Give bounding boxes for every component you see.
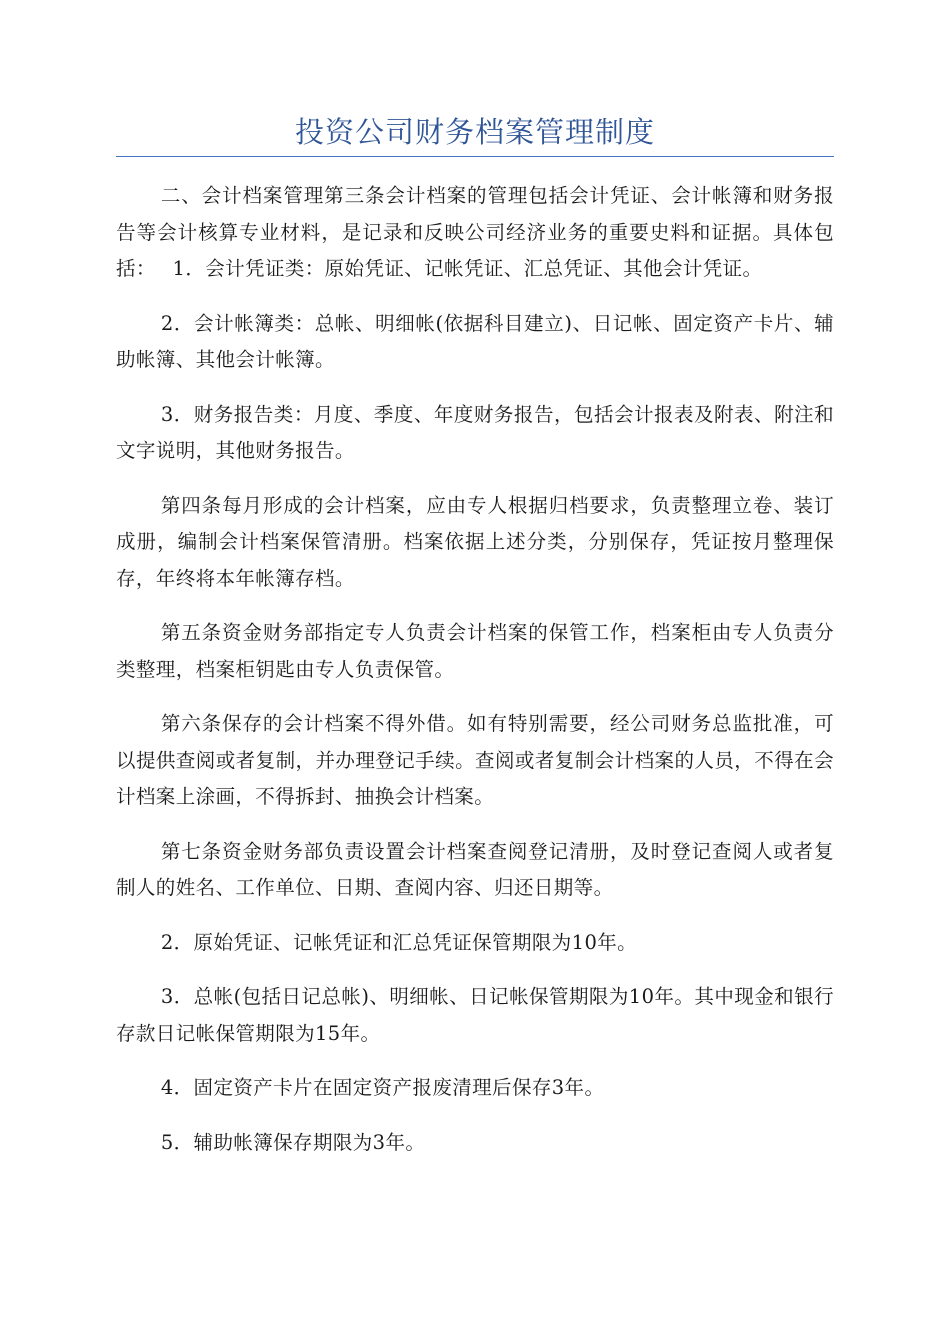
paragraph-9: 3．总帐(包括日记总帐)、明细帐、日记帐保管期限为10年。其中现金和银行存款日记帐保管期限为15年。 [116, 985, 834, 1045]
document-page [116, 110, 834, 1179]
paragraph-10: 4．固定资产卡片在固定资产报废清理后保存3年。 [160, 1076, 605, 1099]
document-title: 投资公司财务档案管理制度 [294, 115, 655, 149]
paragraph-5: 第五条资金财务部指定专人负责会计档案的保管工作，档案柜由专人负责分类整理，档案柜钥匙由专人负责保管。 [116, 621, 834, 681]
paragraph-11: 5．辅助帐簿保存期限为3年。 [160, 1130, 426, 1154]
paragraph-3: 3．财务报告类：月度、季度、年度财务报告，包括会计报表及附表、附注和文字说明，其他财务报告。 [116, 402, 834, 462]
document-body [116, 178, 834, 1161]
paragraph-6: 第六条保存的会计档案不得外借。如有特别需要，经公司财务总监批准，可以提供查阅或者复制，并办理登记手续。查阅或者复制会计档案的人员，不得在会计档案上涂画，不得拆封、抽换会计档案。 [116, 712, 834, 808]
paragraph-1: 二、会计档案管理第三条会计档案的管理包括会计凭证、会计帐簿和财务报告等会计核算专业材料，是记录和反映公司经济业务的重要史料和证据。具体包括： 1．会计凭证类：原始凭证、记帐凭证、汇总凭证、其他会计凭证。 [116, 184, 834, 280]
paragraph-8: 2．原始凭证、记帐凭证和汇总凭证保管期限为10年。 [160, 930, 638, 954]
paragraph-4: 第四条每月形成的会计档案，应由专人根据归档要求，负责整理立卷、装订成册，编制会计档案保管清册。档案依据上述分类，分别保存，凭证按月整理保存，年终将本年帐簿存档。 [116, 493, 834, 590]
paragraph-7: 第七条资金财务部负责设置会计档案查阅登记清册，及时登记查阅人或者复制人的姓名、工作单位、日期、查阅内容、归还日期等。 [116, 839, 834, 899]
title-underline [116, 156, 834, 157]
paragraph-2: 2．会计帐簿类：总帐、明细帐(依据科目建立)、日记帐、固定资产卡片、辅助帐簿、其他会计帐簿。 [116, 311, 834, 371]
